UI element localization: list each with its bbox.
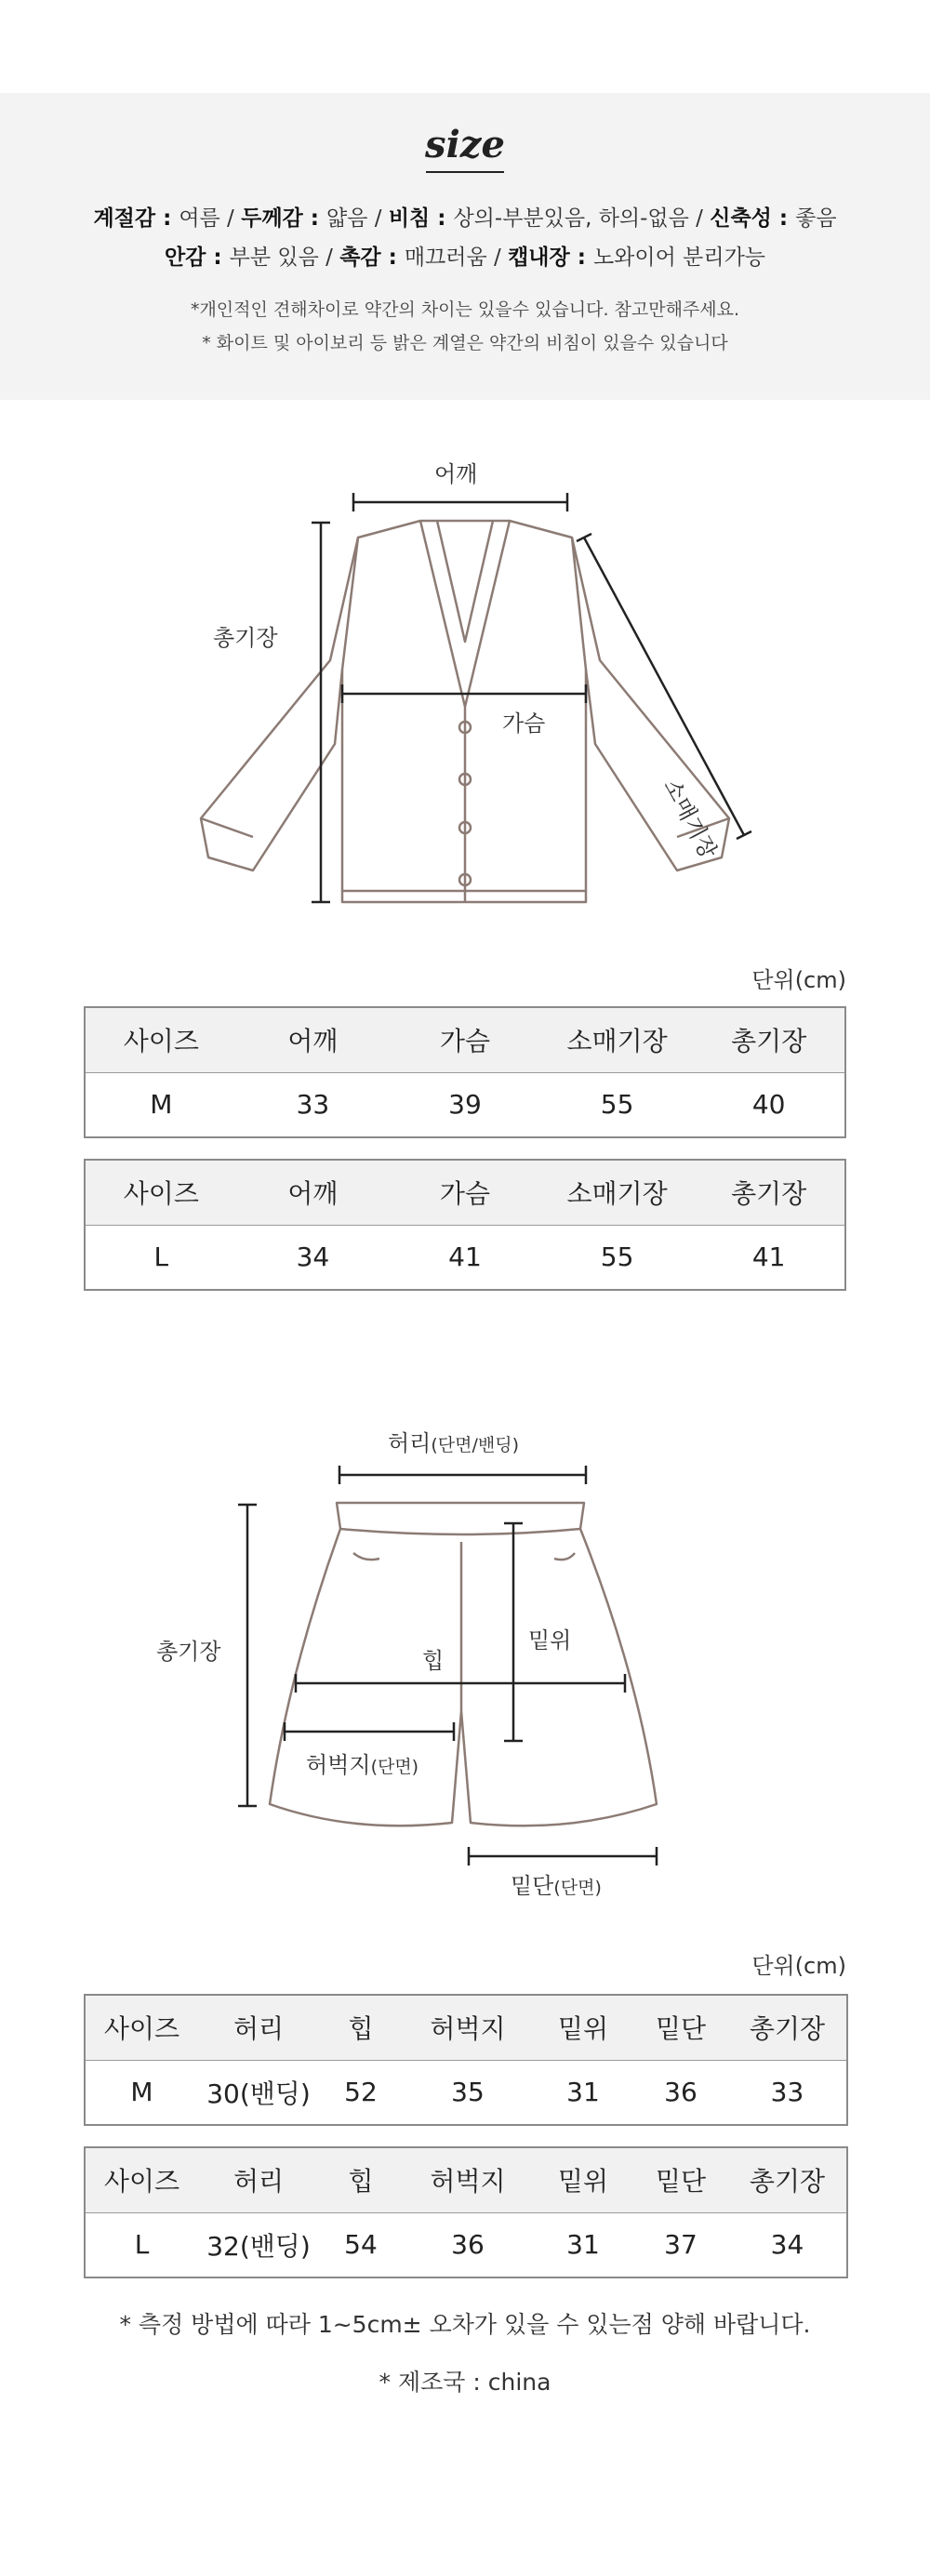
top-unit-label: 단위(cm) [751,967,846,993]
cell-size: L [153,1242,169,1273]
waist-label-note: (단면/밴딩) [431,1435,520,1455]
rise-label: 밑위 [528,1627,572,1653]
top-size-table-m [84,1006,846,1138]
cell-size: M [150,1089,173,1121]
section-title: size [425,123,505,166]
cell-size: L [134,2229,150,2261]
col-length: 총기장 [693,1160,845,1225]
col-rise: 밑위 [533,1995,633,2060]
col-sleeve: 소매기장 [541,1160,694,1225]
cell-waist: 30(밴딩) [206,2078,311,2109]
cell-length: 41 [751,1242,786,1273]
col-size: 사이즈 [85,1995,198,2060]
cell-shoulder: 33 [296,1089,330,1121]
cell-rise: 31 [566,2229,600,2261]
cell-chest: 39 [448,1089,482,1121]
hip-label: 힙 [422,1648,445,1674]
sheerness-label: 비침 [388,206,431,231]
cell-shoulder: 34 [296,1242,330,1273]
cell-hem: 36 [664,2077,698,2108]
texture-value: 매끄러움 [404,246,487,270]
bottom-unit-label: 단위(cm) [751,1953,846,1979]
thickness-label: 두께감 [241,206,303,231]
size-info-section [0,93,930,400]
sleeve-length-label: 소매기장 [658,774,723,863]
col-chest: 가슴 [389,1007,541,1072]
cell-thigh: 35 [451,2077,485,2108]
col-rise: 밑위 [533,2147,633,2212]
hem-label [511,1867,602,1900]
col-waist: 허리 [198,1995,319,2060]
col-shoulder: 어깨 [237,1160,390,1225]
cardigan-outline [201,521,729,902]
season-label: 계절감 [93,206,156,231]
thigh-label-note: (단면) [370,1757,419,1777]
note-sheerness: * 화이트 및 아이보리 등 밝은 계열은 약간의 비침이 있을수 있습니다 [202,333,728,353]
col-sleeve: 소매기장 [541,1007,694,1072]
thickness-value: 얇음 [326,206,368,231]
cell-sleeve: 55 [600,1242,634,1273]
cell-hem: 37 [664,2229,698,2261]
bra-cup-label: 캡내장 [508,246,570,270]
table-header-row [85,1160,845,1225]
table-row [85,1072,845,1137]
total-length-label: 총기장 [156,1639,221,1665]
cell-thigh: 36 [451,2229,485,2261]
thigh-label-text: 허벅지 [306,1752,371,1778]
cell-rise: 31 [566,2077,600,2108]
shorts-measure-lines [238,1466,657,1866]
cell-length: 33 [770,2077,804,2108]
note-opinion: *개인적인 견해차이로 약간의 차이는 있을수 있습니다. 참고만해주세요. [190,299,740,320]
sheerness-value: 상의-부분있음, 하의-없음 [453,206,689,231]
cell-length: 40 [751,1089,786,1121]
table-header-row [85,1995,847,2060]
col-length: 총기장 [728,2147,847,2212]
col-shoulder: 어깨 [237,1007,390,1072]
col-thigh: 허벅지 [403,2147,533,2212]
season-value: 여름 [179,206,220,231]
col-length: 총기장 [728,1995,847,2060]
table-header-row [85,1007,845,1072]
col-waist: 허리 [198,2147,319,2212]
lining-label: 안감 [164,246,206,270]
col-thigh: 허벅지 [403,1995,533,2060]
fabric-info-line-1: 계절감 : 여름 / 두께감 : 얇음 / 비침 : 상의-부분있음, 하의-없음 / 신축성 : 좋음 [93,206,837,231]
hem-label-text: 밑단 [511,1873,554,1899]
cardigan-diagram [0,428,930,930]
texture-label: 촉감 [339,246,381,270]
top-size-table-l [84,1159,846,1291]
col-length: 총기장 [693,1007,845,1072]
fabric-info-line-2: 안감 : 부분 있음 / 촉감 : 매끄러움 / 캡내장 : 노와이어 분리가능 [164,246,766,270]
cell-waist: 32(밴딩) [206,2230,311,2262]
stretch-label: 신축성 [710,206,772,231]
col-hem: 밑단 [633,2147,728,2212]
cell-hip: 54 [344,2229,378,2261]
cell-chest: 41 [448,1242,482,1273]
bra-cup-value: 노와이어 분리가능 [592,246,766,270]
cell-size: M [130,2077,153,2108]
table-row [85,2060,847,2125]
waist-label-text: 허리 [388,1430,432,1456]
country-of-origin: * 제조국 : china [379,2369,551,2396]
col-size: 사이즈 [85,1007,237,1072]
bottom-size-table-m [84,1994,848,2126]
shorts-diagram [0,1432,930,1897]
hem-label-note: (단면) [553,1878,602,1898]
col-size: 사이즈 [85,2147,198,2212]
table-row [85,1225,845,1290]
thigh-label [306,1746,418,1779]
cell-sleeve: 55 [600,1089,634,1121]
col-chest: 가슴 [389,1160,541,1225]
bottom-size-table-l [84,2146,848,2278]
col-hip: 힙 [319,1995,403,2060]
shoulder-label: 어깨 [434,461,478,487]
table-header-row [85,2147,847,2212]
cell-hip: 52 [344,2077,378,2108]
cell-length: 34 [770,2229,804,2261]
waist-label [388,1425,519,1457]
total-length-label: 총기장 [213,625,278,651]
title-underline [426,171,504,173]
measurement-disclaimer: * 측정 방법에 따라 1~5cm± 오차가 있을 수 있는점 양해 바랍니다. [119,2311,811,2338]
stretch-value: 좋음 [795,206,837,231]
table-row [85,2212,847,2277]
col-hem: 밑단 [633,1995,728,2060]
chest-label: 가슴 [502,710,546,737]
col-hip: 힙 [319,2147,403,2212]
lining-value: 부분 있음 [229,246,319,270]
col-size: 사이즈 [85,1160,237,1225]
